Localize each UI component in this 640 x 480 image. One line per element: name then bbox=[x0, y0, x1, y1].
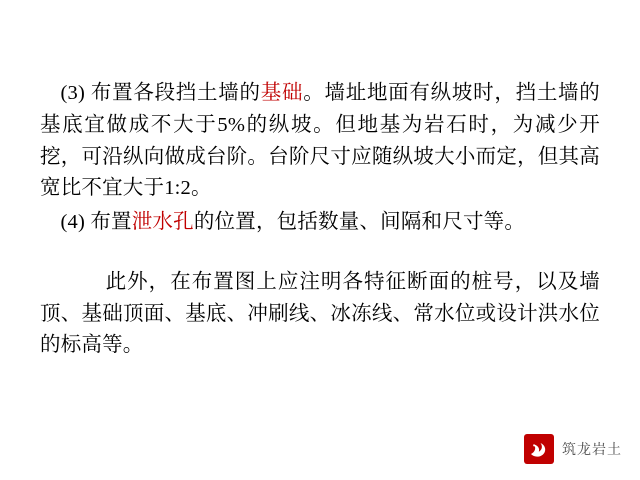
slide-body bbox=[40, 78, 600, 362]
paragraph-4 bbox=[40, 207, 600, 239]
paragraph-4-run-3: 的位置，包括数量、间隔和尺寸等。 bbox=[193, 211, 526, 234]
footer-brand bbox=[524, 434, 622, 464]
paragraph-3-run-3: 。墙址地面有纵坡时，挡土墙的基底宜做成不大于5%的纵坡。但地基为岩石时，为减少开挖，可沿纵向做成台阶。台阶尺寸应随纵坡大小而定，但其高宽比不宜大于1:2。 bbox=[40, 82, 600, 200]
paragraph-3-run-1: (3) 布置各段挡土墙的 bbox=[60, 82, 261, 104]
paragraph-4-run-1: (4) 布置 bbox=[60, 211, 132, 234]
paragraph-3-highlight-foundation: 基础 bbox=[260, 82, 304, 104]
paragraph-3 bbox=[40, 78, 600, 205]
paragraph-note bbox=[40, 267, 600, 362]
paragraph-4-highlight-weephole: 泄水孔 bbox=[131, 211, 194, 234]
dragon-logo-icon bbox=[524, 434, 554, 464]
paragraph-spacer bbox=[40, 239, 600, 267]
paragraph-note-run-1: 此外，在布置图上应注明各特征断面的桩号，以及墙顶、基础顶面、基底、冲刷线、冰冻线、常水位或设计洪水位的标高等。 bbox=[40, 270, 600, 357]
brand-label: 筑龙岩土 bbox=[562, 441, 622, 457]
